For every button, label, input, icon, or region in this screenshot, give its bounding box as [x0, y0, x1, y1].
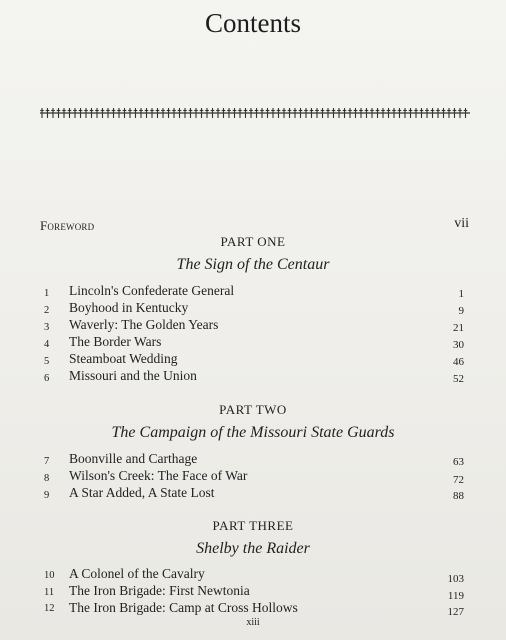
chapter-title: Boyhood in Kentucky [69, 300, 189, 315]
part-two-label: PART TWO [219, 402, 287, 417]
chapter-page: 1 [458, 288, 464, 300]
chapter-title: Boonville and Carthage [69, 451, 198, 466]
chapter-page: 63 [453, 456, 464, 468]
part-one-title: The Sign of the Centaur [176, 256, 330, 273]
chapter-number: 10 [44, 570, 55, 581]
page-number: xiii [246, 617, 260, 628]
chapter-number: 2 [44, 305, 50, 316]
chapter-title: Waverly: The Golden Years [69, 317, 219, 332]
part-three-label: PART THREE [212, 518, 294, 533]
chapter-title: Wilson's Creek: The Face of War [69, 468, 248, 483]
chapter-page: 72 [453, 474, 464, 486]
chapter-title: The Border Wars [69, 334, 162, 349]
chapter-title: Missouri and the Union [69, 368, 197, 383]
decorative-cross-rule [40, 106, 470, 120]
chapter-number: 7 [44, 456, 50, 467]
chapter-page: 30 [453, 339, 464, 351]
chapter-number: 3 [44, 322, 50, 333]
chapter-title: Steamboat Wedding [69, 351, 178, 366]
chapter-page: 9 [458, 305, 464, 317]
chapter-title: Lincoln's Confederate General [69, 283, 235, 298]
chapter-page: 127 [447, 606, 464, 618]
chapter-number: 1 [44, 288, 50, 299]
chapter-page: 46 [453, 356, 464, 368]
foreword-page: vii [454, 216, 469, 231]
chapter-number: 5 [44, 356, 50, 367]
page-title: Contents [204, 8, 301, 38]
chapter-number: 4 [44, 339, 50, 350]
chapter-page: 103 [447, 573, 464, 585]
foreword-label: Foreword [40, 218, 95, 233]
chapter-number: 8 [44, 473, 50, 484]
chapter-number: 6 [44, 373, 50, 384]
chapter-page: 52 [453, 373, 464, 385]
chapter-title: The Iron Brigade: Camp at Cross Hollows [69, 600, 298, 615]
chapter-number: 12 [44, 603, 55, 614]
chapter-title: A Colonel of the Cavalry [69, 566, 205, 581]
chapter-page: 88 [453, 490, 464, 502]
chapter-page: 21 [453, 322, 464, 334]
part-two-title: The Campaign of the Missouri State Guards [111, 424, 395, 441]
chapter-title: The Iron Brigade: First Newtonia [69, 583, 250, 598]
chapter-page: 119 [447, 590, 464, 602]
part-three-title: Shelby the Raider [196, 540, 310, 557]
part-one-label: PART ONE [220, 234, 286, 249]
chapter-number: 11 [44, 587, 55, 598]
chapter-title: A Star Added, A State Lost [69, 485, 215, 500]
chapter-number: 9 [44, 490, 50, 501]
